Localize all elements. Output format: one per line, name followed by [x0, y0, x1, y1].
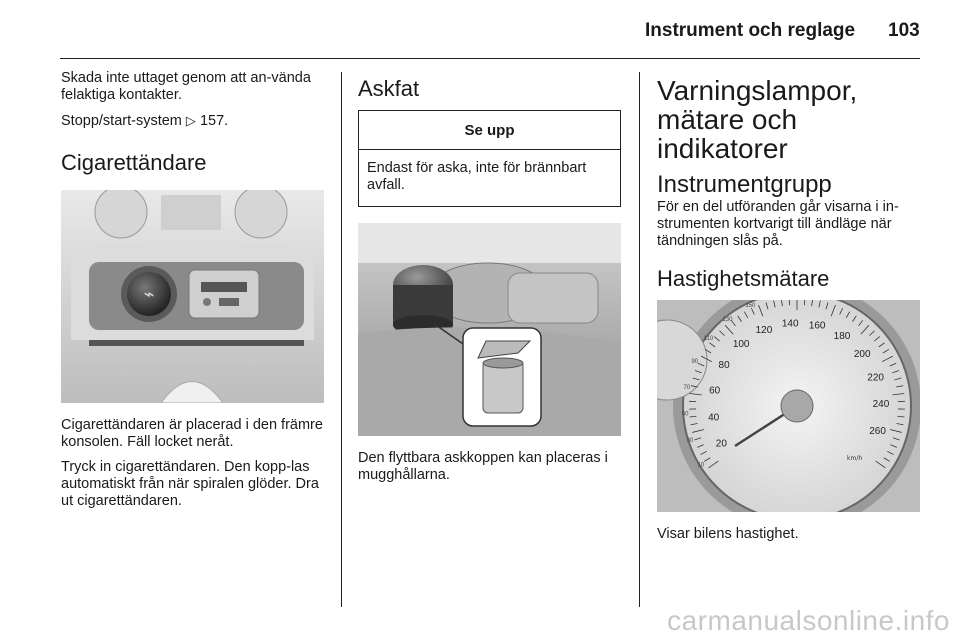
- watermark: carmanualsonline.info: [667, 605, 950, 636]
- section-heading-cigarette-lighter: Cigarettändare: [61, 150, 207, 175]
- main-heading-line1: Varningslampor,: [657, 75, 858, 106]
- speedometer-tick: [789, 300, 790, 305]
- main-heading-line2: mätare och indikatorer: [657, 104, 798, 164]
- subheading-instrument-cluster: Instrumentgrupp: [657, 171, 832, 198]
- page-number: 103: [888, 20, 920, 41]
- outer-speed-label: 50: [681, 411, 689, 418]
- speed-label: 60: [709, 385, 721, 397]
- speed-label: 40: [708, 412, 720, 424]
- speed-label: 20: [715, 438, 727, 450]
- caution-title: Se upp: [359, 111, 620, 150]
- speed-label: 120: [755, 324, 773, 336]
- speedometer-tick: [804, 300, 805, 305]
- ashtray-paragraph: Den flyttbara askkoppen kan placeras i mugghållarna.: [358, 450, 608, 483]
- cigarette-lighter-photo: [61, 190, 324, 403]
- speed-label: 240: [872, 399, 890, 411]
- section-heading-ashtray: Askfat: [358, 76, 420, 101]
- speed-label: 220: [867, 372, 884, 384]
- page-ref-arrow-icon: ▷: [185, 113, 196, 128]
- instrument-cluster-paragraph: För en del utföranden går visarna i in-strumenten kortvarigt till ändläge när tändningen slås på.: [657, 199, 899, 249]
- reference-text: Stopp/start-system: [61, 113, 182, 129]
- speed-label: 200: [853, 349, 871, 361]
- outer-speed-label: 70: [683, 384, 691, 391]
- column-divider-2: [639, 72, 640, 607]
- running-header-title: Instrument och reglage: [645, 20, 856, 41]
- caution-box: [358, 110, 621, 207]
- stop-start-reference: [61, 112, 326, 130]
- speed-label: 100: [732, 339, 750, 351]
- outer-speed-label: 90: [691, 359, 699, 366]
- speedometer-photo: [657, 300, 920, 512]
- header-rule: [60, 58, 920, 59]
- speedometer-paragraph: Visar bilens hastighet.: [657, 526, 799, 542]
- svg-text:⌁: ⌁: [143, 284, 155, 305]
- column-1: [61, 70, 326, 518]
- caution-body: Endast för aska, inte för brännbart avfall.: [367, 160, 587, 193]
- outer-speed-label: 10: [697, 462, 705, 469]
- speed-label: 80: [718, 360, 730, 372]
- lighter-location-paragraph: Cigarettändaren är placerad i den främre konsolen. Fäll locket neråt.: [61, 417, 323, 450]
- speed-label: 140: [781, 318, 799, 330]
- outer-speed-label: 110: [703, 336, 714, 343]
- outer-speed-label: 130: [722, 317, 733, 324]
- column-3: [657, 70, 922, 551]
- column-divider-1: [341, 72, 342, 607]
- lighter-usage-paragraph: Tryck in cigarettändaren. Den kopp-las automatiskt från när spiralen glöder. Dra ut cigarettändaren.: [61, 459, 319, 509]
- ashtray-photo: [358, 223, 621, 436]
- section-heading-speedometer: Hastighetsmätare: [657, 266, 830, 291]
- warning-paragraph: Skada inte uttaget genom att an-vända felaktiga kontakter.: [61, 70, 311, 103]
- outer-speed-label: 30: [686, 437, 694, 444]
- speed-label: 260: [869, 425, 886, 437]
- speed-unit-label: km/h: [847, 455, 863, 462]
- outer-speed-label: 150: [745, 303, 756, 310]
- speed-label: 160: [808, 320, 826, 332]
- speed-label: 180: [833, 331, 851, 343]
- column-2: [358, 70, 623, 492]
- reference-page: 157.: [199, 113, 229, 129]
